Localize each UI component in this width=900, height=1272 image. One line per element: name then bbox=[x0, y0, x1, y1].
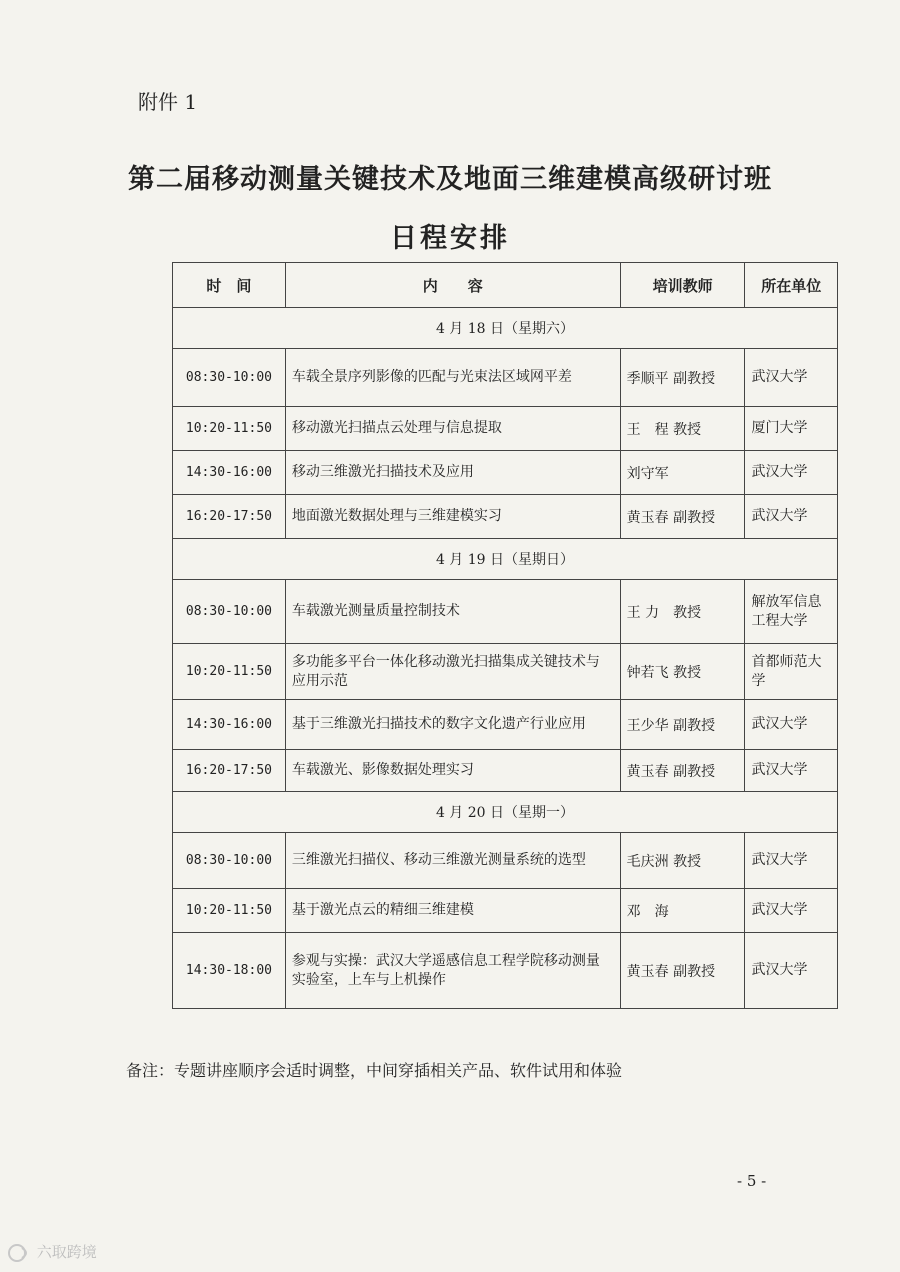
day-row bbox=[173, 792, 838, 833]
cell-time: 08:30-10:00 bbox=[173, 349, 286, 407]
table-row bbox=[173, 451, 838, 495]
cell-teacher: 王少华 副教授 bbox=[620, 700, 745, 750]
table-row bbox=[173, 933, 838, 1009]
table-row bbox=[173, 407, 838, 451]
brand-logo-icon bbox=[6, 1242, 32, 1264]
cell-content: 移动三维激光扫描技术及应用 bbox=[285, 451, 620, 495]
cell-unit: 武汉大学 bbox=[745, 700, 838, 750]
day-date: 4 月 20 日（星期一） bbox=[173, 792, 838, 833]
cell-unit: 武汉大学 bbox=[745, 933, 838, 1009]
header-content: 内 容 bbox=[285, 263, 620, 308]
cell-teacher: 王 力 教授 bbox=[620, 580, 745, 644]
header-time: 时 间 bbox=[173, 263, 286, 308]
footnote: 备注：专题讲座顺序会适时调整，中间穿插相关产品、软件试用和体验 bbox=[126, 1061, 623, 1080]
document-subtitle: 日程安排 bbox=[390, 223, 510, 254]
table-row bbox=[173, 700, 838, 750]
cell-time: 16:20-17:50 bbox=[173, 495, 286, 539]
cell-content: 车载激光测量质量控制技术 bbox=[285, 580, 620, 644]
cell-content: 移动激光扫描点云处理与信息提取 bbox=[285, 407, 620, 451]
cell-time: 10:20-11:50 bbox=[173, 889, 286, 933]
table-row bbox=[173, 889, 838, 933]
header-unit: 所在单位 bbox=[745, 263, 838, 308]
day-date: 4 月 19 日（星期日） bbox=[173, 539, 838, 580]
cell-teacher: 刘守军 bbox=[620, 451, 745, 495]
cell-teacher: 毛庆洲 教授 bbox=[620, 833, 745, 889]
table-row bbox=[173, 349, 838, 407]
cell-teacher: 黄玉春 副教授 bbox=[620, 750, 745, 792]
day-row bbox=[173, 539, 838, 580]
cell-time: 14:30-16:00 bbox=[173, 451, 286, 495]
cell-unit: 厦门大学 bbox=[745, 407, 838, 451]
attachment-label: 附件 1 bbox=[138, 90, 198, 114]
cell-content: 车载激光、影像数据处理实习 bbox=[285, 750, 620, 792]
cell-unit: 武汉大学 bbox=[745, 495, 838, 539]
table-row bbox=[173, 644, 838, 700]
table-row bbox=[173, 495, 838, 539]
cell-content: 基于激光点云的精细三维建模 bbox=[285, 889, 620, 933]
cell-unit: 武汉大学 bbox=[745, 451, 838, 495]
cell-teacher: 钟若飞 教授 bbox=[620, 644, 745, 700]
header-teacher: 培训教师 bbox=[620, 263, 745, 308]
cell-content: 基于三维激光扫描技术的数字文化遗产行业应用 bbox=[285, 700, 620, 750]
table-row bbox=[173, 833, 838, 889]
cell-unit: 武汉大学 bbox=[745, 889, 838, 933]
day-date: 4 月 18 日（星期六） bbox=[173, 308, 838, 349]
cell-content: 车载全景序列影像的匹配与光束法区域网平差 bbox=[285, 349, 620, 407]
cell-teacher: 邓 海 bbox=[620, 889, 745, 933]
cell-time: 16:20-17:50 bbox=[173, 750, 286, 792]
cell-content: 地面激光数据处理与三维建模实习 bbox=[285, 495, 620, 539]
cell-content: 三维激光扫描仪、移动三维激光测量系统的选型 bbox=[285, 833, 620, 889]
cell-time: 10:20-11:50 bbox=[173, 407, 286, 451]
cell-time: 08:30-10:00 bbox=[173, 580, 286, 644]
cell-time: 14:30-18:00 bbox=[173, 933, 286, 1009]
cell-content: 参观与实操：武汉大学遥感信息工程学院移动测量实验室，上车与上机操作 bbox=[285, 933, 620, 1009]
schedule-table bbox=[172, 262, 838, 1009]
page-number: - 5 - bbox=[737, 1172, 767, 1190]
cell-time: 14:30-16:00 bbox=[173, 700, 286, 750]
cell-time: 08:30-10:00 bbox=[173, 833, 286, 889]
document-title: 第二届移动测量关键技术及地面三维建模高级研讨班 bbox=[128, 164, 772, 195]
table-row bbox=[173, 750, 838, 792]
cell-content: 多功能多平台一体化移动激光扫描集成关键技术与应用示范 bbox=[285, 644, 620, 700]
cell-unit: 解放军信息工程大学 bbox=[745, 580, 838, 644]
cell-unit: 首都师范大学 bbox=[745, 644, 838, 700]
watermark-text: 六取跨境 bbox=[36, 1243, 97, 1261]
cell-teacher: 黄玉春 副教授 bbox=[620, 495, 745, 539]
day-row bbox=[173, 308, 838, 349]
cell-unit: 武汉大学 bbox=[745, 349, 838, 407]
watermark bbox=[6, 1241, 97, 1264]
table-header-row bbox=[173, 263, 838, 308]
table-row bbox=[173, 580, 838, 644]
cell-teacher: 季顺平 副教授 bbox=[620, 349, 745, 407]
cell-unit: 武汉大学 bbox=[745, 833, 838, 889]
cell-teacher: 王 程 教授 bbox=[620, 407, 745, 451]
cell-unit: 武汉大学 bbox=[745, 750, 838, 792]
cell-teacher: 黄玉春 副教授 bbox=[620, 933, 745, 1009]
cell-time: 10:20-11:50 bbox=[173, 644, 286, 700]
